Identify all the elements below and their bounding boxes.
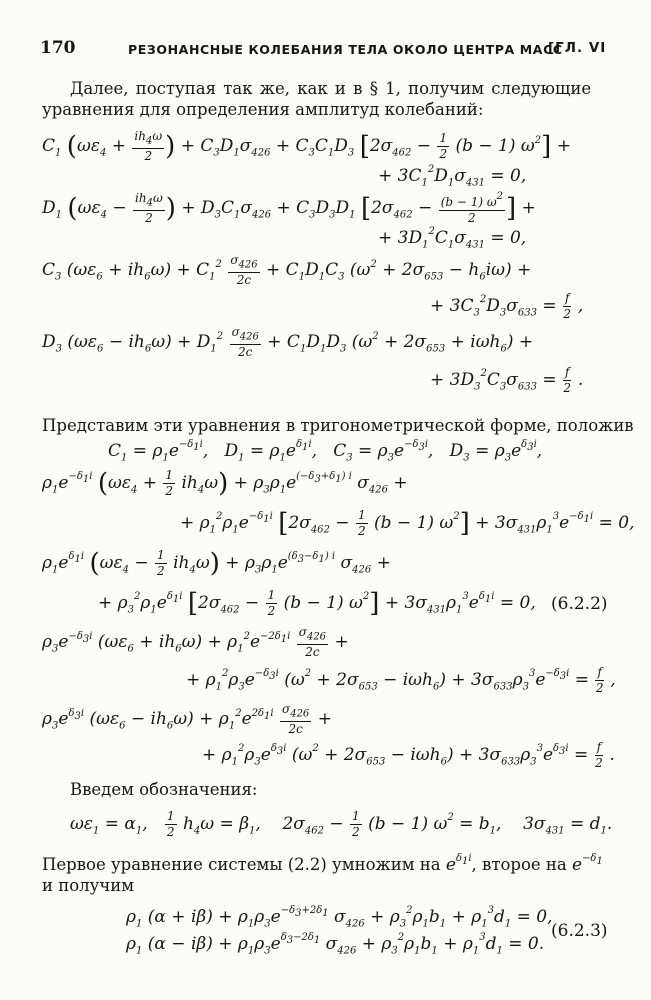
notation-line: $\omega\varepsilon_1 = \alpha_1$, $\frac{1}{2}$ $h_4\omega = \beta_1$, $2\sigma_{462}$ − $\frac{1}{2}$ (b − 1) $\omega^2 = b_1$, $3\sigma_{431} = d_1$.: [70, 809, 613, 839]
trig-equation-1-cont: + $\rho_1^2\rho_1e^{-\delta_1i}$ [$2\sigma_{462}$ − $\frac{1}{2}$ (b − 1) $\omega^2] + 3\sigma_{431}\rho_1^3e^{-\delta_1i} = 0$,: [180, 508, 635, 539]
running-title: РЕЗОНАНСНЫЕ КОЛЕБАНИЯ ТЕЛА ОКОЛО ЦЕНТРА МАСС: [128, 42, 563, 57]
chapter-label: [ГЛ. VI: [548, 40, 607, 56]
equation-d1: $D_1$ ($\omega\varepsilon_4$ − $\frac{ih_4\omega}{2}$ ) + $D_3C_1\sigma_{426} + C_3D_3D_1$ [$2\sigma_{462}$ − $\frac{(b - 1) \omega^2}{2}$ ] +: [42, 191, 536, 226]
trig-form-text: Представим эти уравнения в тригонометрической форме, положив: [42, 416, 634, 435]
trig-equation-3-cont: + $\rho_1^2\rho_3e^{-\delta_3i}$ $(\omega^2 + 2\sigma_{653} - i\omega h_6) + 3\sigma_{633}\rho_3^3e^{-\delta_3i}$ = $\frac{f}{2}$ ,: [186, 665, 616, 695]
equation-d3: $D_3$ $(\omega\varepsilon_6 - ih_6\omega) + D_1^2$ $\frac{\sigma_{426}}{2c}$ + $C_1D_1D_3$ $(\omega^2 + 2\sigma_{653} + i\omega h_6)$ +: [42, 325, 534, 360]
trig-equation-2: $\rho_1e^{\delta_1i}$ ($\omega\varepsilon_4$ − $\frac{1}{2}$ $ih_4\omega) + \rho_3\rho_1e^{(\delta_3-\delta_1) i}$ $\sigma_{426}$ +: [42, 548, 391, 579]
notation-text: Введем обозначения:: [70, 780, 258, 799]
multiply-text-line-2: и получим: [42, 876, 135, 895]
trig-equation-2-cont: + $\rho_3^2\rho_1e^{\delta_1i}$ [$2\sigma_{462}$ − $\frac{1}{2}$ (b − 1) $\omega^2] + 3\sigma_{431}\rho_1^3e^{\delta_1i} = 0$,: [98, 588, 536, 619]
equation-d1-cont: + $3D_1^2C_1\sigma_{431} = 0$,: [378, 226, 527, 251]
equation-c1: $C_1$ ($\omega\varepsilon_4$ + $\frac{ih_4\omega}{2}$ ) + $C_3D_1\sigma_{426} + C_3C_1D_3$ [$2\sigma_{462}$ − $\frac{1}{2}$ (b − 1) $\omega^2$] +: [42, 129, 571, 164]
final-equation-2: $\rho_1$ $(\alpha - i\beta) + \rho_1\rho_3e^{\delta_3-2\delta_1}$ $\sigma_{426} + \rho_3^2\rho_1b_1 + \rho_1^3d_1 = 0$.: [126, 932, 545, 957]
equation-c3-cont: + $3C_3^2D_3\sigma_{633}$ = $\frac{f}{2}$ ,: [430, 291, 584, 321]
equation-c1-cont: + $3C_1^2D_1\sigma_{431} = 0$,: [378, 164, 527, 189]
trig-equation-1: $\rho_1e^{-\delta_1i}$ ($\omega\varepsilon_4$ + $\frac{1}{2}$ $ih_4\omega) + \rho_3\rho_1e^{(-\delta_3+\delta_1) i}$ $\sigma_{426}$ +: [42, 468, 408, 499]
page-number: 170: [40, 38, 76, 58]
substitution-line: $C_1 = \rho_1e^{-\delta_1i}$, $D_1 = \rho_1e^{\delta_1i}$, $C_3 = \rho_3e^{-\delta_3i}$, $D_3 = \rho_3e^{\delta_3i}$,: [108, 439, 543, 464]
equation-c3: $C_3$ $(\omega\varepsilon_6 + ih_6\omega) + C_1^2$ $\frac{\sigma_{426}}{2c}$ + $C_1D_1C_3$ $(\omega^2 + 2\sigma_{653} - h_6i\omega)$ +: [42, 253, 532, 288]
equation-d3-cont: + $3D_3^2C_3\sigma_{633}$ = $\frac{f}{2}$ .: [430, 365, 584, 395]
trig-equation-4-cont: + $\rho_1^2\rho_3e^{\delta_3i}$ $(\omega^2 + 2\sigma_{653} - i\omega h_6) + 3\sigma_{633}\rho_3^3e^{\delta_3i}$ = $\frac{f}{2}$ .: [202, 740, 615, 770]
equation-tag-6-2-3: (6.2.3): [551, 921, 608, 941]
multiply-text-line-1: Первое уравнение системы (2.2) умножим на $e^{\delta_1i}$, второе на $e^{-\delta_1}$: [42, 853, 603, 875]
trig-equation-3: $\rho_3e^{-\delta_3i}$ $(\omega\varepsilon_6 + ih_6\omega) + \rho_1^2e^{-2\delta_1i}$ $\frac{\sigma_{426}}{2c}$ +: [42, 625, 349, 660]
equation-tag-6-2-2: (6.2.2): [551, 594, 608, 614]
intro-line-1: Далее, поступая так же, как и в § 1, получим следующие: [70, 79, 592, 98]
final-equation-1: $\rho_1$ $(\alpha + i\beta) + \rho_1\rho_3e^{-\delta_3+2\delta_1}$ $\sigma_{426} + \rho_3^2\rho_1b_1 + \rho_1^3d_1 = 0$,: [126, 905, 553, 930]
intro-line-2: уравнения для определения амплитуд колебаний:: [42, 100, 484, 119]
trig-equation-4: $\rho_3e^{\delta_3i}$ $(\omega\varepsilon_6 - ih_6\omega) + \rho_1^2e^{2\delta_1i}$ $\frac{\sigma_{426}}{2c}$ +: [42, 702, 332, 737]
